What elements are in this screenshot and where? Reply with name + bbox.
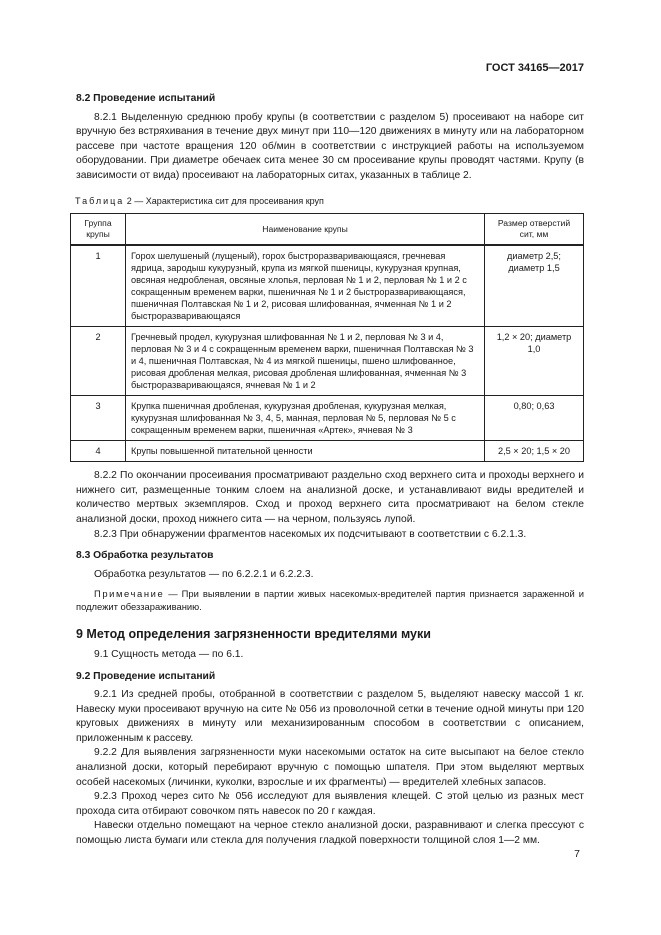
header-name: Наименование крупы: [126, 214, 485, 246]
table-2-sieves: [70, 213, 584, 462]
section-8-3-title: 8.3 Обработка результатов: [76, 550, 214, 562]
note-label: Примечание: [94, 588, 165, 600]
paragraph-9-2-3: 9.2.3 Проход через сито № 056 исследуют для выявления клещей. С этой целью из разных мест прохода сита отбирают совочком пять навесок по 20 г каждая.: [76, 791, 584, 817]
table-row: [71, 245, 584, 327]
cell-size: 2,5 × 20; 1,5 × 20: [485, 441, 584, 462]
table-row: [71, 327, 584, 396]
paragraph-9-2-1: 9.2.1 Из средней пробы, отобранной в соответствии с разделом 5, выделяют навеску массой 1 кг. Навеску муки просеивают вручную на сите № 056 из проволочной сетки в течение одной минуты при 120 круговых движениях в минуту или механизированным способом в соответствии с описанием, приложенным к рассеву.: [76, 689, 584, 744]
cell-name: Гречневый продел, кукурузная шлифованная № 1 и 2, перловая № 3 и 4, перловая № 3 и 4 с сокращенным временем варки, пшеничная Полтавская № 3 и 4, пшеничная Полтавская, № 4 из мягкой пшеницы, пшено шлифованное, рисовая дробленая мелкая, рисовая дробленая шлифованная, ячменная № 3 быстроразваривающаяся, ячневая № 1 и 2: [126, 327, 485, 396]
cell-group: 4: [71, 441, 126, 462]
standard-designation: ГОСТ 34165—2017: [485, 62, 584, 74]
cell-group: 3: [71, 396, 126, 441]
table-row: [71, 396, 584, 441]
header-group: Группа крупы: [71, 214, 126, 246]
paragraph-8-2-2: 8.2.2 По окончании просеивания просматривают раздельно сход верхнего сита и проходы верхнего и нижнего сит, размещенные тонким слоем на анализной доске, и устанавливают виды вредителей и количество мертвых экземпляров. Сход и проход верхнего сита просматривают на белом стекле анализной доски, проход нижнего сита — на черном, пользуясь лупой.: [76, 470, 584, 525]
header-size: Размер отверстий сит, мм: [485, 214, 584, 246]
note-text: — При выявлении в партии живых насекомых-вредителей партия признается зараженной и подлежит обеззараживанию.: [76, 588, 584, 613]
cell-size: диаметр 2,5; диаметр 1,5: [485, 245, 584, 327]
paragraph-9-2-2: 9.2.2 Для выявления загрязненности муки насекомыми остаток на сите высыпают на белое стекло анализной доски, который перебирают вручную с помощью шпателя. При этом выделяют мертвых особей насекомых (личинки, куколки, взрослые и их фрагменты) — вредителей хлебных запасов.: [76, 747, 584, 788]
paragraph-8-2-1: 8.2.1 Выделенную среднюю пробу крупы (в соответствии с разделом 5) просеивают на наборе сит вручную без встряхивания в течение двух минут при 110—120 движениях в минуту или на лабораторном рассеве при частоте вращения 120 об/мин в соответствии с инструкцией работы на используемом оборудовании. При диаметре обечаек сита менее 30 см просеивание крупы проводят частями. Крупу (в зависимости от вида) просеивают на лабораторных ситах, указанных в таблице 2.: [76, 111, 584, 181]
paragraph-8-3: Обработка результатов — по 6.2.2.1 и 6.2.2.3.: [94, 568, 314, 580]
cell-name: Крупка пшеничная дробленая, кукурузная дробленая, кукурузная мелкая, кукурузная шлифованная № 3, 4, 5, манная, перловая № 5, перловая № 5 с сокращенным временем варки, пшеничная «Артек», ячневая № 3: [126, 396, 485, 441]
paragraph-9-1: 9.1 Сущность метода — по 6.1.: [94, 648, 244, 660]
table-2-caption: [75, 194, 583, 209]
cell-group: 1: [71, 245, 126, 327]
table-caption-label: Таблица: [75, 195, 125, 206]
paragraph-9-2-3-continued: Навески отдельно помещают на черное стекло анализной доски, разравнивают и слегка прессуют с помощью листа бумаги или стекла для получения гладкой поверхности толщиной слоя 1—2 мм.: [76, 820, 584, 847]
table-header-row: [71, 214, 584, 246]
section-8-2-title: 8.2 Проведение испытаний: [76, 93, 216, 104]
cell-name: Крупы повышенной питательной ценности: [126, 441, 485, 462]
section-9-2-title: 9.2 Проведение испытаний: [76, 670, 216, 682]
cell-size: 1,2 × 20; диаметр 1,0: [485, 327, 584, 396]
note: [76, 587, 584, 613]
section-9-title: 9 Метод определения загрязненности вредителями муки: [76, 627, 431, 642]
table-caption-text: 2 — Характеристика сит для просеивания круп: [124, 195, 324, 206]
page-number: 7: [574, 848, 580, 860]
cell-group: 2: [71, 327, 126, 396]
paragraph-8-2-3: 8.2.3 При обнаружении фрагментов насекомых их подсчитывают в соответствии с 6.2.1.3.: [94, 528, 527, 540]
table-row: [71, 441, 584, 462]
cell-name: Горох шелушеный (лущеный), горох быстроразваривающаяся, гречневая ядрица, зародыш кукурузный, крупа из мягкой пшеницы, кукурузная крупная, овсяная недробленая, овсяные хлопья, перловая № 1 и 2, перловая № 1 и 2 с сокращенным временем варки, пшеничная № 1 и 2 быстроразваривающаяся, пшеничная Полтавская № 1 и 2, рисовая шлифованная, ячменная № 1 и 2 быстроразваривающаяся: [126, 245, 485, 327]
page-content: [76, 92, 584, 849]
cell-size: 0,80; 0,63: [485, 396, 584, 441]
